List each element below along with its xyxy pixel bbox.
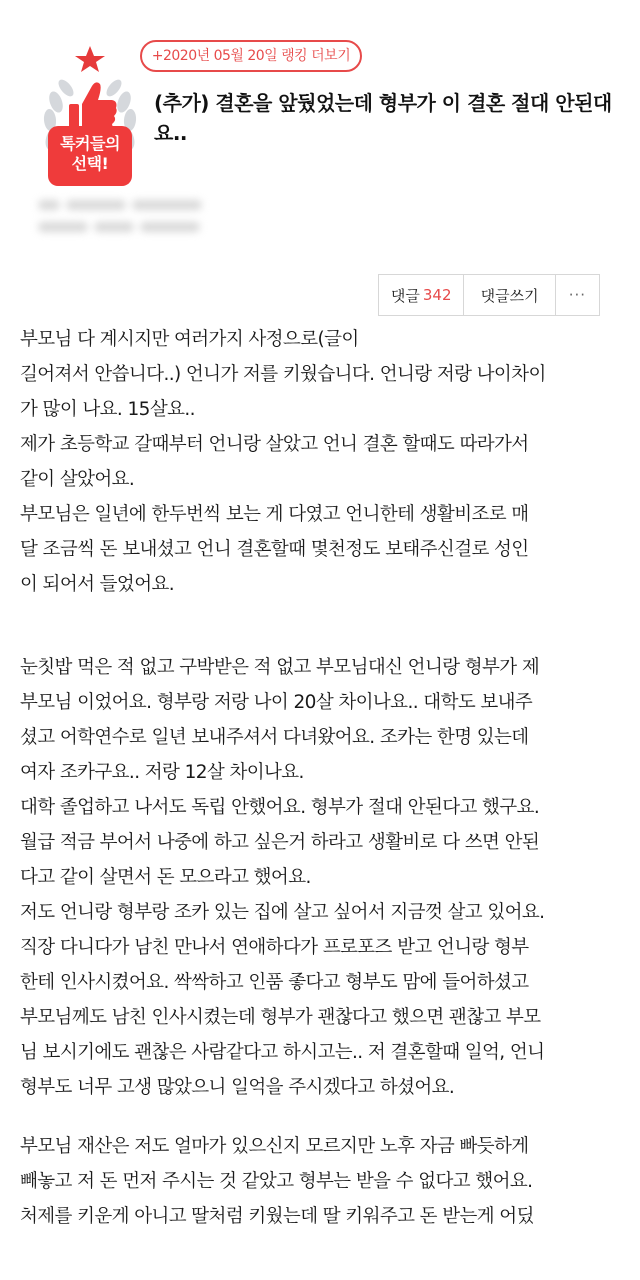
text-line: 님 보시기에도 괜찮은 사람같다고 하시고는.. 저 결혼할때 일억, 언니 bbox=[20, 1042, 545, 1063]
write-comment-button[interactable]: 댓글쓰기 bbox=[464, 275, 555, 315]
badge-label: 톡커들의 선택! bbox=[60, 134, 120, 173]
text-line: 여자 조카구요.. 저랑 12살 차이나요. bbox=[20, 762, 304, 783]
text-line: 길어져서 안씁니다..) 언니가 저를 키웠습니다. 언니랑 저랑 나이차이 bbox=[20, 364, 546, 385]
text-line: 형부도 너무 고생 많았으니 일억을 주시겠다고 하셨어요. bbox=[20, 1077, 455, 1098]
paragraph-3 bbox=[20, 1129, 620, 1234]
text-line: 같이 살았어요. bbox=[20, 469, 135, 490]
text-line: 달 조금씩 돈 보내셨고 언니 결혼할때 몇천정도 보태주신걸로 성인 bbox=[20, 539, 529, 560]
text-line: 부모님은 일년에 한두번씩 보는 게 다였고 언니한테 생활비조로 매 bbox=[20, 504, 529, 525]
text-line: 부모님께도 남친 인사시켰는데 형부가 괜찮다고 했으면 괜찮고 부모 bbox=[20, 1007, 541, 1028]
blurred-author-meta bbox=[38, 196, 228, 236]
comment-toolbar bbox=[378, 274, 600, 316]
text-line: 빼놓고 저 돈 먼저 주시는 것 같았고 형부는 받을 수 없다고 했어요. bbox=[20, 1171, 533, 1192]
text-line: 다고 같이 살면서 돈 모으라고 했어요. bbox=[20, 867, 311, 888]
text-line: 셨고 어학연수로 일년 보내주셔서 다녀왔어요. 조카는 한명 있는데 bbox=[20, 727, 529, 748]
text-line: 이 되어서 들었어요. bbox=[20, 574, 175, 595]
comment-count: 342 bbox=[422, 286, 452, 304]
text-line: 처제를 키운게 아니고 딸처럼 키웠는데 딸 키워주고 돈 받는게 어딨 bbox=[20, 1206, 534, 1227]
paragraph-1 bbox=[20, 322, 620, 602]
text-line: 부모님 이었어요. 형부랑 저랑 나이 20살 차이나요.. 대학도 보내주 bbox=[20, 692, 533, 713]
text-line: 저도 언니랑 형부랑 조카 있는 집에 살고 싶어서 지금껏 살고 있어요. bbox=[20, 902, 545, 923]
post-title: (추가) 결혼을 앞뒀었는데 형부가 이 결혼 절대 안된대요.. bbox=[154, 91, 612, 145]
post-body bbox=[20, 322, 620, 1234]
text-line: 부모님 다 계시지만 여러가지 사정으로(글이 bbox=[20, 329, 359, 350]
post-header bbox=[0, 0, 640, 270]
ranking-more-link[interactable]: +2020년 05월 20일 랭킹 더보기 bbox=[140, 40, 362, 72]
text-line: 눈칫밥 먹은 적 없고 구박받은 적 없고 부모님대신 언니랑 형부가 제 bbox=[20, 657, 540, 678]
text-line: 제가 초등학교 갈때부터 언니랑 살았고 언니 결혼 할때도 따라가서 bbox=[20, 434, 529, 455]
text-line: 가 많이 나요. 15살요.. bbox=[20, 399, 195, 420]
text-line: 한테 인사시켰어요. 싹싹하고 인품 좋다고 형부도 맘에 들어하셨고 bbox=[20, 972, 529, 993]
text-line: 직장 다니다가 남친 만나서 연애하다가 프로포즈 받고 언니랑 형부 bbox=[20, 937, 529, 958]
text-line: 대학 졸업하고 나서도 독립 안했어요. 형부가 절대 안된다고 했구요. bbox=[20, 797, 540, 818]
comment-count-button[interactable]: 댓글 342 bbox=[379, 275, 464, 315]
text-line: 부모님 재산은 저도 얼마가 있으신지 모르지만 노후 자금 빠듯하게 bbox=[20, 1136, 529, 1157]
paragraph-2 bbox=[20, 650, 620, 1105]
text-line: 월급 적금 부어서 나중에 하고 싶은거 하라고 생활비로 다 쓰면 안된 bbox=[20, 832, 540, 853]
more-options-icon[interactable]: ··· bbox=[568, 286, 587, 304]
